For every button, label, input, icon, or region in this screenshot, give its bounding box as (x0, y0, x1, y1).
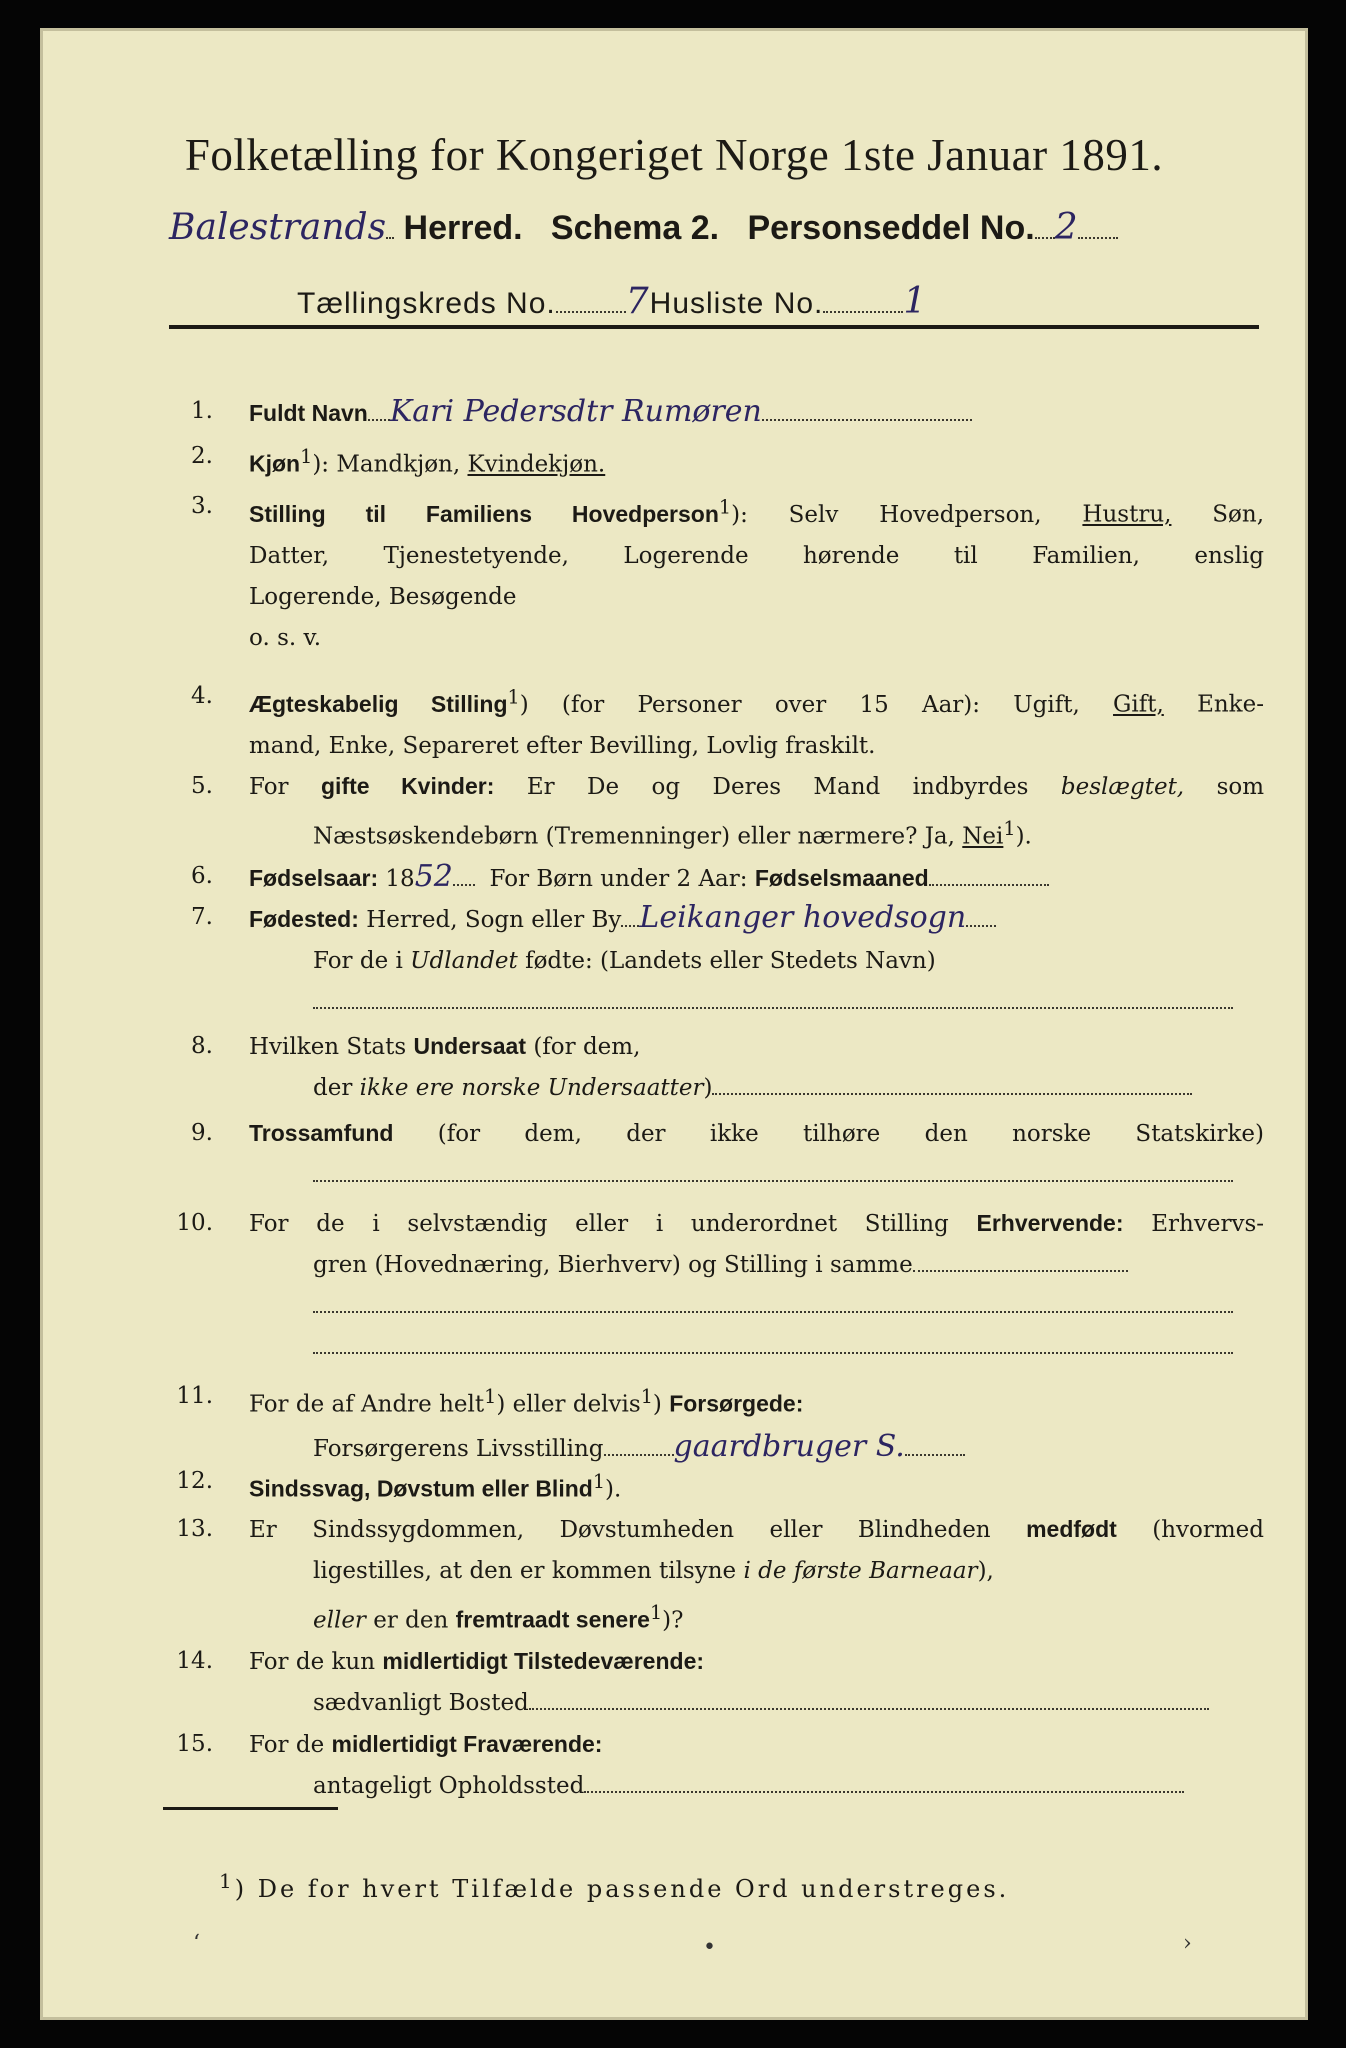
form-title: Folketælling for Kongeriget Norge 1ste Januar 1891. (184, 130, 1164, 180)
item-occupation: 10. For de i selvstændig eller i underordnet Stilling Erhvervende: Erhvervs- gren (Hovednæring, Bierhverv) og Stilling i samme (169, 1203, 1264, 1368)
item-marital-status: 4. Ægteskabelig Stilling$^1$) (for Personer over 15 Aar): Ugift, Gift, Enke- mand, Enke, Separeret efter Bevilling, Lovlig fraskilt. (191, 683, 1264, 759)
item-sex: 2. Kjøn$^1$): Mandkjøn, Kvindekjøn. (191, 443, 606, 478)
item-married-women: 5. For gifte Kvinder: Er De og Deres Mand indbyrdes beslægtet, som Næstsøskendebørn (Tremenninger) eller nærmere? Ja, Nei$^1$). (191, 773, 1265, 850)
full-name-value: Kari Pedersdtr Rumøren (389, 394, 762, 429)
kreds-row (297, 281, 1197, 322)
birth-year-value: 52 (414, 859, 453, 894)
kreds-label: Tællingskreds No. (297, 287, 556, 320)
item-family-position: 3. Stilling til Familiens Hovedperson$^1$): Selv Hovedperson, Hustru, Søn, Datter, Tjenestetyende, Logerende hørende til Familien, enslig Logerende, Besøgende o. s. v. (191, 493, 1265, 651)
item-dependents: 11. For de af Andre helt$^1$) eller delvis$^1$) Forsørgede: Forsørgerens Livsstilling gaardbruger S. (169, 1376, 1264, 1470)
item-citizenship: 8. Hvilken Stats Undersaat (for dem, der ikke ere norske Undersaatter) (169, 1026, 1264, 1109)
herred-row (169, 207, 1259, 248)
related-selected: Nei (962, 823, 1004, 850)
item-disability: 12. Sindssvag, Døvstum eller Blind$^1$). (176, 1468, 622, 1503)
sex-selected: Kvindekjøn. (467, 451, 606, 478)
marital-selected: Gift, (1113, 691, 1164, 718)
header-divider (169, 325, 1259, 329)
footnote: $^1$) De for hvert Tilfælde passende Ord understreges. (219, 1869, 1010, 1903)
item-birth-year: 6. Fødselsaar: 1852 For Børn under 2 Aar: Fødselsmaaned (169, 856, 1264, 900)
kreds-no: 7 (625, 281, 650, 322)
item-full-name: 1. Fuldt Navn Kari Pedersdtr Rumøren (169, 391, 1264, 435)
full-name-label: Fuldt Navn (249, 400, 368, 426)
personseddel-label: Personseddel No. (747, 209, 1035, 247)
census-form (40, 28, 1308, 2020)
footnote-divider (163, 1807, 338, 1810)
item-congenital: 13. Er Sindssygdommen, Døvstumheden eller Blindheden medfødt (hvormed ligestilles, at den er kommen tilsyne i de første Barneaar), eller er den fremtraadt senere$^1$)? (176, 1516, 1265, 1634)
item-birthplace: 7. Fødested: Herred, Sogn eller By Leikanger hovedsogn For de i Udlandet fødte: (Landets eller Stedets Navn) (169, 897, 1264, 1023)
birthplace-value: Leikanger hovedsogn (639, 900, 967, 935)
personseddel-no: 2 (1054, 207, 1078, 248)
provider-occupation-value: gaardbruger S. (673, 1428, 905, 1464)
item-temporary-absent: 15. For de midlertidigt Fraværende: antageligt Opholdssted (169, 1724, 1264, 1807)
husliste-label: Husliste No. (649, 287, 824, 320)
position-selected: Hustru, (1082, 501, 1172, 528)
herred-label: Herred. (403, 209, 523, 247)
ink-mark: • (703, 1935, 716, 1960)
schema-label: Schema 2. (550, 209, 720, 247)
ink-mark: › (1183, 1931, 1192, 1956)
item-religion: 9. Trossamfund (for dem, der ikke tilhøre den norske Statskirke) (169, 1113, 1264, 1196)
ink-mark: ‘ (193, 1931, 200, 1956)
husliste-no: 1 (903, 281, 928, 322)
herred-name: Balestrands (169, 207, 387, 248)
item-temporary-present: 14. For de kun midlertidigt Tilstedeværende: sædvanligt Bosted (169, 1641, 1264, 1724)
